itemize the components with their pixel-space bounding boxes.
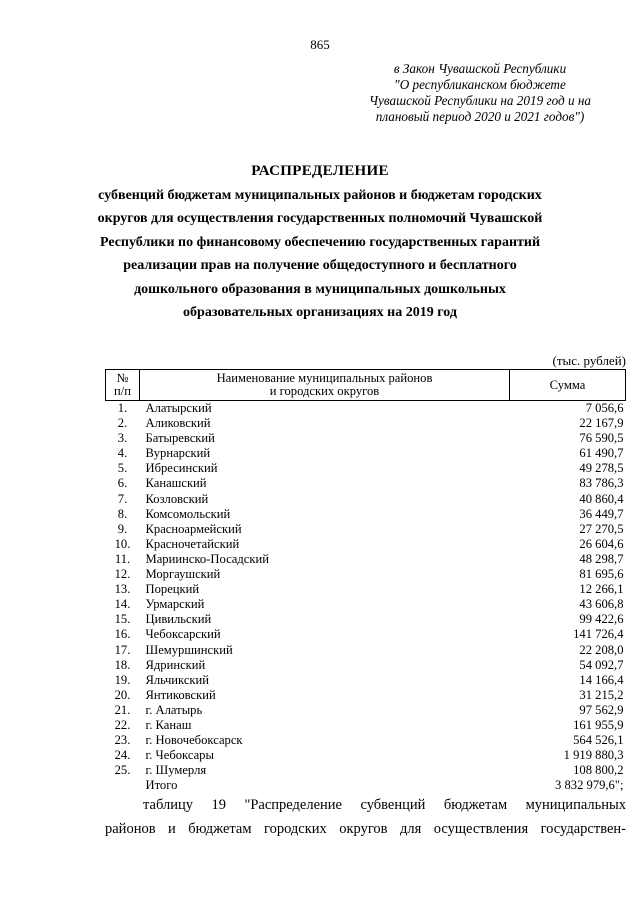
row-sum: 54 092,7 [579,657,624,672]
header-note-line: в Закон Чувашской Республики [393,61,567,76]
row-sum: 61 490,7 [579,446,624,461]
table-row [106,461,626,476]
row-sum: 1 919 880,3 [563,748,624,763]
column-header-name-line: Наименование муниципальных районов [216,371,433,385]
row-name: Чебоксарский [145,627,221,642]
row-sum: 99 422,6 [579,612,624,627]
distribution-table [105,369,626,793]
row-sum: 14 166,4 [579,672,624,687]
row-name: Мариинско-Посадский [145,551,269,566]
row-number: 1. [117,401,128,415]
row-number: 25. [114,763,131,778]
table-row [106,492,626,507]
row-sum: 27 270,5 [579,521,624,536]
table-total-row [106,778,626,793]
row-sum: 31 215,2 [579,687,624,702]
row-number: 7. [117,491,128,506]
header-note [330,61,630,125]
table-row [106,688,626,703]
row-number: 13. [114,582,131,597]
row-number: 9. [117,521,128,536]
table-row [106,552,626,567]
row-sum: 7 056,6 [585,401,624,415]
table-row [106,431,626,446]
row-name: г. Чебоксары [145,748,214,763]
table-row [106,763,626,778]
row-sum: 48 298,7 [579,551,624,566]
row-number: 16. [114,627,131,642]
row-number: 24. [114,748,131,763]
row-number: 10. [114,536,131,551]
row-sum: 22 167,9 [579,416,624,431]
table-row [106,612,626,627]
table-body [106,401,626,794]
row-sum: 83 786,3 [579,476,624,491]
row-number: 3. [117,431,128,446]
table-row [106,401,626,417]
continuation-text [105,793,626,841]
column-header-number [106,370,140,401]
row-name: Алатырский [145,401,212,415]
row-sum: 81 695,6 [579,567,624,582]
continuation-line: районов и бюджетам городских округов для осуществления государствен- [105,821,626,837]
table-row [106,673,626,688]
table-row [106,597,626,612]
row-name: Моргаушский [145,567,221,582]
subtitle-line: субвенций бюджетам муниципальных районов и бюджетам городских [98,188,542,203]
table-row [106,718,626,733]
row-name: г. Канаш [145,717,192,732]
header-note-line: Чувашской Республики на 2019 год и на [368,93,592,108]
subtitle-line: дошкольного образования в муниципальных дошкольных [134,281,506,297]
row-sum: 22 208,0 [579,642,624,657]
row-name: Ядринский [145,657,206,672]
table-row [106,537,626,552]
row-name: г. Шумерля [145,763,207,778]
row-name: Красноармейский [145,521,242,536]
total-label: Итого [145,778,178,793]
table-header-row [106,370,626,401]
table-row [106,658,626,673]
table-row [106,446,626,461]
row-number: 5. [117,461,128,476]
total-sum: 3 832 979,6"; [555,778,624,793]
row-number: 14. [114,597,131,612]
subtitle-line: Республики по финансовому обеспечению государственных гарантий [99,234,541,250]
row-name: г. Новочебоксарск [145,733,243,748]
row-number: 12. [114,567,131,582]
row-sum: 26 604,6 [579,536,624,551]
row-sum: 43 606,8 [579,597,624,612]
row-sum: 564 526,1 [573,733,624,748]
table-row [106,507,626,522]
row-number: 15. [114,612,131,627]
column-header-sum: Сумма [510,370,626,401]
row-number: 23. [114,733,131,748]
row-sum: 49 278,5 [579,461,624,476]
row-name: Яльчикский [145,672,210,687]
row-number: 19. [114,672,131,687]
row-name: Ибресинский [145,461,218,476]
row-sum: 108 800,2 [573,763,624,778]
header-note-line: "О республиканском бюджете [394,77,566,92]
row-name: Урмарский [145,597,205,612]
row-name: Красночетайский [145,536,240,551]
document-subtitle [0,184,640,324]
page-number: 865 [310,37,330,52]
subtitle-line: реализации прав на получение общедоступного и бесплатного [123,258,517,274]
row-sum: 76 590,5 [579,431,624,446]
total-number [106,778,140,793]
subtitle-line: образовательных организациях на 2019 год [183,305,457,321]
row-number: 11. [114,551,131,566]
row-name: Канашский [145,476,207,491]
header-note-line: плановый период 2020 и 2021 годов") [375,109,585,124]
row-number: 18. [114,657,131,672]
table-row [106,643,626,658]
table-header [106,370,626,401]
row-name: г. Алатырь [145,702,203,717]
table-row [106,522,626,537]
document-title: РАСПРЕДЕЛЕНИЕ [251,163,389,179]
column-header-number-line: № [116,371,129,385]
row-number: 2. [117,416,128,431]
units-label: (тыс. рублей) [552,353,626,368]
row-number: 6. [117,476,128,491]
row-number: 21. [114,702,131,717]
row-sum: 12 266,1 [579,582,624,597]
table-row [106,748,626,763]
row-number: 22. [114,717,131,732]
row-name: Батыревский [145,431,215,446]
row-number: 4. [117,446,128,461]
row-name: Козловский [145,491,209,506]
table-row [106,416,626,431]
row-name: Янтиковский [145,687,216,702]
subtitle-line: округов для осуществления государственных полномочий Чувашской [97,211,543,227]
column-header-name-line: и городских округов [269,384,380,398]
table-row [106,627,626,642]
column-header-number-line: п/п [114,384,131,398]
row-number: 20. [114,687,131,702]
row-name: Вурнарский [145,446,211,461]
row-name: Порецкий [145,582,200,597]
continuation-line: таблицу 19 "Распределение субвенций бюджетам муниципальных [143,797,626,813]
row-number: 8. [117,506,128,521]
table-row [106,733,626,748]
row-name: Комсомольский [145,506,231,521]
column-header-name [140,370,510,401]
row-sum: 141 726,4 [573,627,624,642]
row-number: 17. [114,642,131,657]
row-name: Аликовский [145,416,211,431]
row-name: Цивильский [145,612,212,627]
table-row [106,703,626,718]
table-row [106,567,626,582]
row-sum: 40 860,4 [579,491,624,506]
row-sum: 36 449,7 [579,506,624,521]
row-sum: 161 955,9 [573,717,624,732]
distribution-table-wrapper [105,369,626,793]
row-name: Шемуршинский [145,642,233,657]
row-sum: 97 562,9 [579,702,624,717]
table-row [106,582,626,597]
table-row [106,476,626,491]
